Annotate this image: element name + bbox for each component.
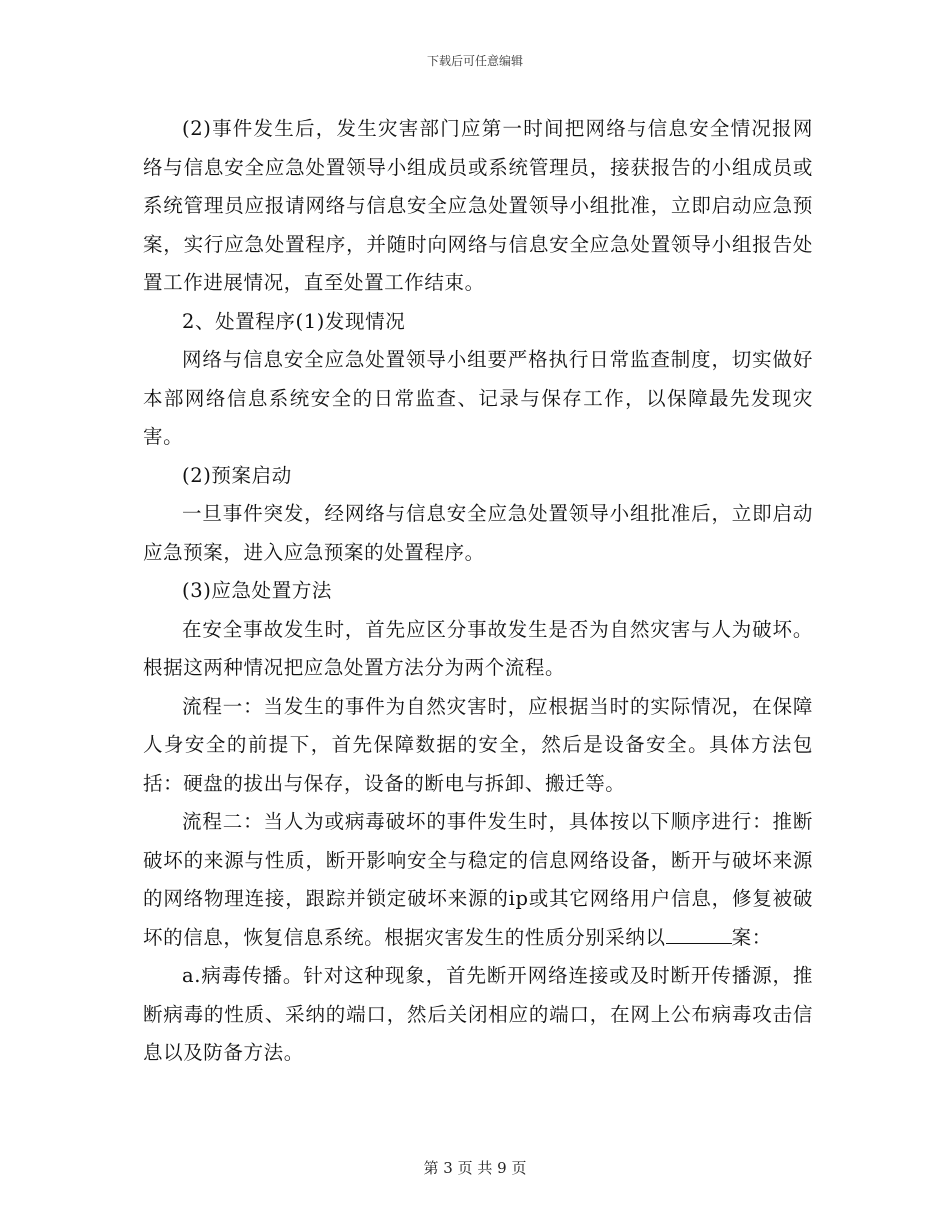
- paragraph-flow-one: 流程一：当发生的事件为自然灾害时，应根据当时的实际情况，在保障人身安全的前提下，首先保障数据的安全，然后是设备安全。具体方法包括：硬盘的拔出与保存，设备的断电与拆卸、搬迁等。: [143, 694, 813, 795]
- heading-emergency-methods: (3)应急处置方法: [182, 579, 333, 602]
- paragraph-daily-monitoring: 网络与信息安全应急处置领导小组要严格执行日常监查制度，切实做好本部网络信息系统安全的日常监查、记录与保存工作，以保障最先发现灾害。: [143, 348, 813, 448]
- flow-two-tail: 案：: [731, 925, 772, 949]
- fill-in-blank: [666, 921, 732, 944]
- document-body: [143, 110, 813, 1073]
- heading-plan-activation: (2)预案启动: [182, 463, 292, 487]
- heading-procedure-discovery: 2、处置程序(1)发现情况: [182, 309, 406, 333]
- flow-two-text: 流程二：当人为或病毒破坏的事件发生时，具体按以下顺序进行：推断破坏的来源与性质，断开影响安全与稳定的信息网络设备，断开与破坏来源的网络物理连接，跟踪并锁定破坏来源的ip或其它网络用户信息，修复被破坏的信息，恢复信息系统。根据灾害发生的性质分别采纳以: [143, 810, 813, 949]
- page-number: 第 3 页 共 9 页: [423, 1159, 527, 1177]
- paragraph-virus-spread: a.病毒传播。针对这种现象，首先断开网络连接或及时断开传播源，推断病毒的性质、采纳的端口，然后关闭相应的端口，在网上公布病毒攻击信息以及防备方法。: [143, 964, 813, 1064]
- paragraph-plan-activation: 一旦事件突发，经网络与信息安全应急处置领导小组批准后，立即启动应急预案，进入应急预案的处置程序。: [143, 502, 813, 564]
- paragraph-event-reporting: (2)事件发生后，发生灾害部门应第一时间把网络与信息安全情况报网络与信息安全应急处置领导小组成员或系统管理员，接获报告的小组成员或系统管理员应报请网络与信息安全应急处置领导小组批准，立即启动应急预案，实行应急处置程序，并随时向网络与信息安全应急处置领导小组报告处置工作进展情况，直至处置工作结束。: [143, 117, 813, 294]
- paragraph-flow-two: [143, 803, 813, 957]
- paragraph-incident-classification: 在安全事故发生时，首先应区分事故发生是否为自然灾害与人为破坏。根据这两种情况把应急处置方法分为两个流程。: [143, 617, 813, 679]
- page-header-note: 下载后可任意编辑: [426, 54, 523, 68]
